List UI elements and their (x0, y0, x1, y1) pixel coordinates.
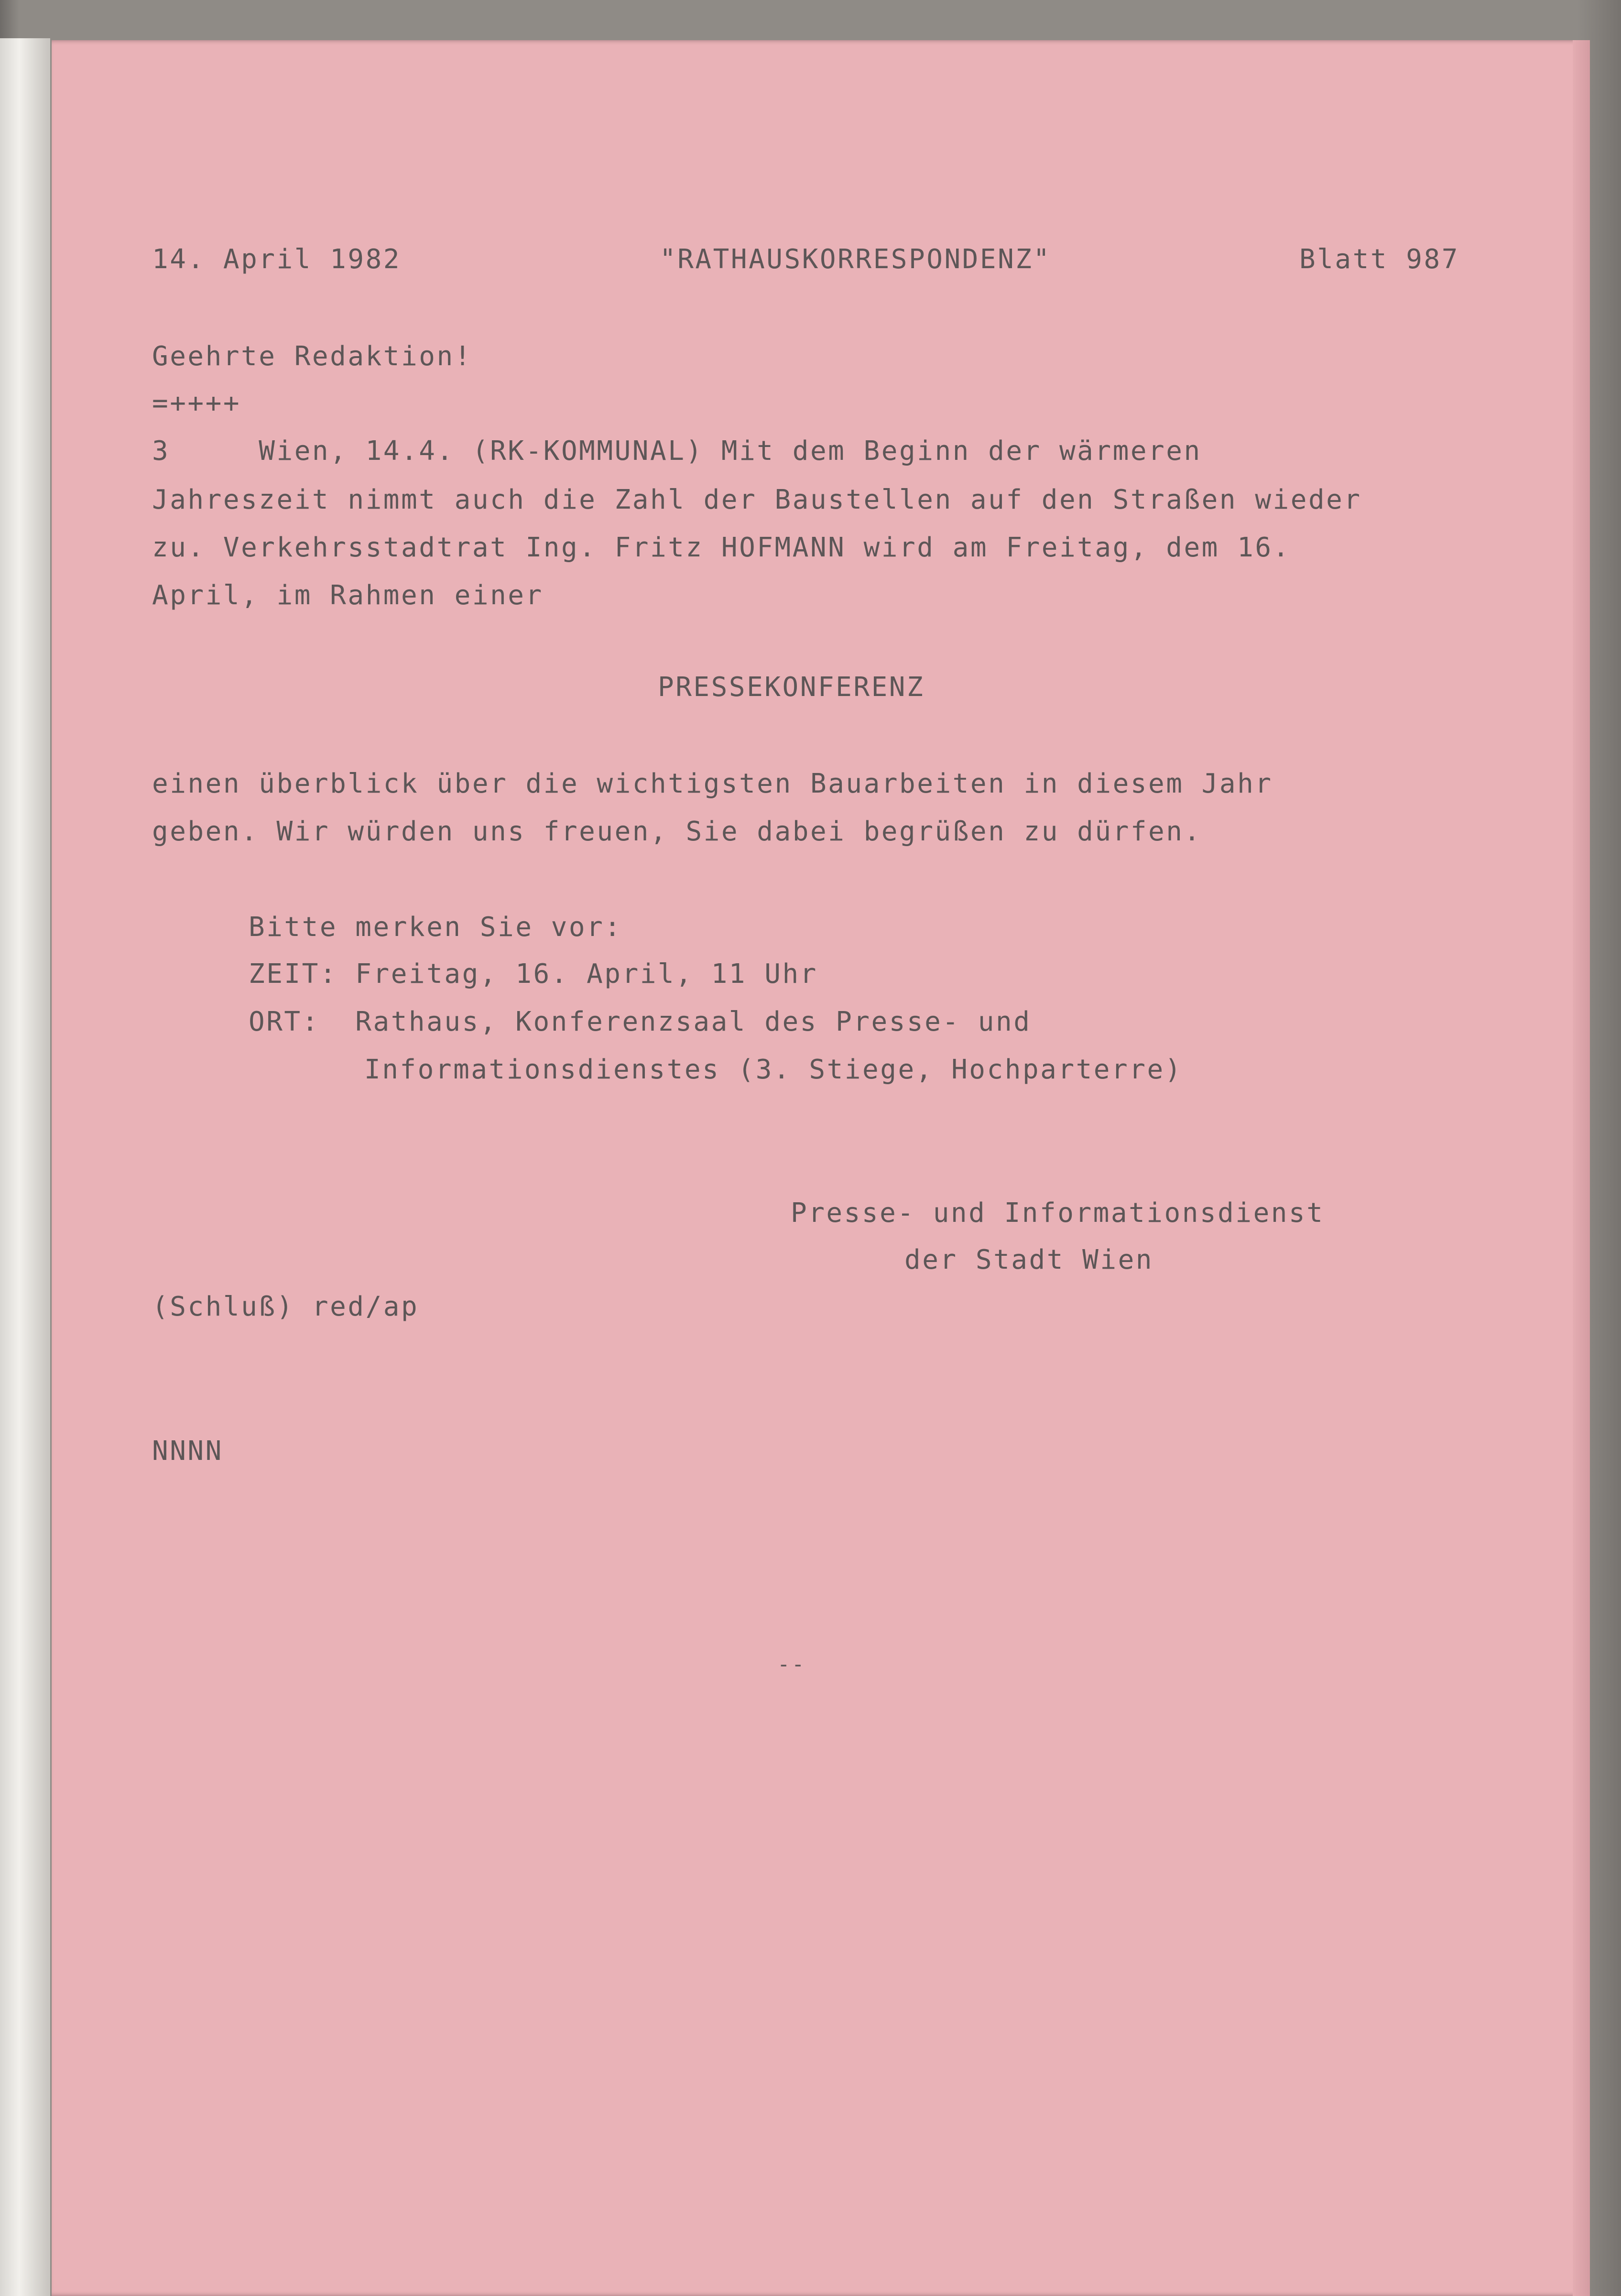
body-line-6: geben. Wir würden uns freuen, Sie dabei begrüßen zu dürfen. (152, 816, 1202, 847)
body-line-1: 3 Wien, 14.4. (RK-KOMMUNAL) Mit dem Beginn der wärmeren (152, 435, 1202, 467)
body-line-3: zu. Verkehrsstadtrat Ing. Fritz HOFMANN wird am Freitag, dem 16. (152, 532, 1291, 563)
header-date: 14. April 1982 (152, 244, 402, 275)
press-conference-heading: PRESSEKONFERENZ (658, 672, 925, 703)
details-location-2: Informationsdienstes (3. Stiege, Hochparterre) (364, 1054, 1183, 1085)
closing-line: (Schluß) red/ap (152, 1291, 419, 1322)
header-title: "RATHAUSKORRESPONDENZ" (660, 244, 1051, 275)
end-mark: NNNN (152, 1436, 223, 1467)
sheet-right-edge (1573, 40, 1590, 2296)
page-dash: -- (777, 1652, 806, 1676)
signature-line-1: Presse- und Informationsdienst (791, 1197, 1325, 1229)
salutation: Geehrte Redaktion! (152, 341, 472, 372)
marker-line: =++++ (152, 388, 241, 419)
signature-line-2: der Stadt Wien (904, 1244, 1154, 1275)
header-sheet-number: Blatt 987 (1299, 244, 1459, 275)
document-sheet (52, 40, 1590, 2296)
body-line-4: April, im Rahmen einer (152, 580, 544, 611)
body-line-2: Jahreszeit nimmt auch die Zahl der Baustellen auf den Straßen wieder (152, 484, 1362, 515)
details-location-1: ORT: Rathaus, Konferenzsaal des Presse- und (249, 1006, 1032, 1037)
details-note: Bitte merken Sie vor: (249, 912, 622, 943)
body-line-5: einen überblick über die wichtigsten Bauarbeiten in diesem Jahr (152, 768, 1273, 799)
details-time: ZEIT: Freitag, 16. April, 11 Uhr (249, 958, 818, 990)
adjacent-page-edge (0, 38, 50, 2296)
